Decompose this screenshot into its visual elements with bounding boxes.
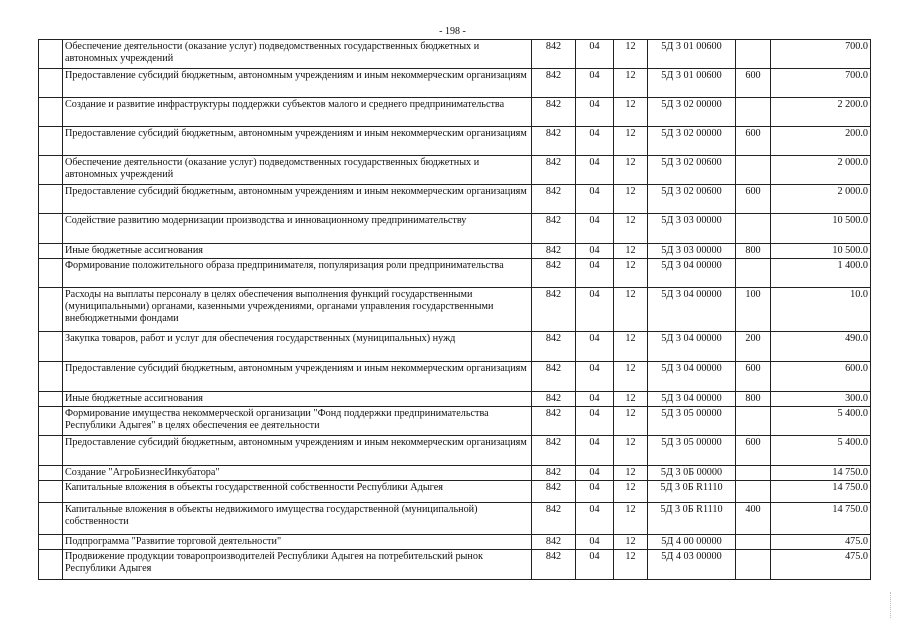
row-target-article: 5Д 3 04 00000: [648, 392, 736, 407]
row-section-code: 04: [576, 535, 614, 550]
row-subsection-code: 12: [614, 127, 648, 156]
row-amount: 5 400.0: [771, 436, 871, 466]
row-number-cell: [39, 436, 63, 466]
row-name: Формирование положительного образа предпринимателя, популяризация роли предпринимательства: [63, 259, 532, 288]
row-expense-type: [736, 259, 771, 288]
row-ved-code: 842: [532, 40, 576, 69]
row-section-code: 04: [576, 436, 614, 466]
row-subsection-code: 12: [614, 156, 648, 185]
table-row: [39, 535, 871, 550]
row-amount: 10 500.0: [771, 244, 871, 259]
row-ved-code: 842: [532, 550, 576, 580]
row-name: Предоставление субсидий бюджетным, автономным учреждениям и иным некоммерческим организациям: [63, 185, 532, 214]
row-ved-code: 842: [532, 481, 576, 503]
row-expense-type: 600: [736, 185, 771, 214]
table-row: [39, 69, 871, 98]
row-target-article: 5Д 3 04 00000: [648, 259, 736, 288]
budget-table-body: [39, 40, 871, 580]
row-target-article: 5Д 3 02 00000: [648, 127, 736, 156]
row-expense-type: 600: [736, 69, 771, 98]
row-subsection-code: 12: [614, 332, 648, 362]
row-amount: 475.0: [771, 550, 871, 580]
row-name: Формирование имущества некоммерческой организации "Фонд поддержки предпринимательства Республики Адыгея" в целях обеспечения ее деятельности: [63, 407, 532, 436]
row-target-article: 5Д 3 0Б R1110: [648, 481, 736, 503]
table-row: [39, 244, 871, 259]
row-subsection-code: 12: [614, 214, 648, 244]
table-row: [39, 98, 871, 127]
table-row: [39, 392, 871, 407]
table-row: [39, 407, 871, 436]
scan-edge-marks: [890, 592, 893, 618]
row-section-code: 04: [576, 392, 614, 407]
row-target-article: 5Д 3 04 00000: [648, 332, 736, 362]
row-name: Предоставление субсидий бюджетным, автономным учреждениям и иным некоммерческим организациям: [63, 436, 532, 466]
table-row: [39, 362, 871, 392]
row-target-article: 5Д 4 00 00000: [648, 535, 736, 550]
row-section-code: 04: [576, 362, 614, 392]
row-expense-type: [736, 535, 771, 550]
row-section-code: 04: [576, 69, 614, 98]
table-row: [39, 288, 871, 332]
row-number-cell: [39, 244, 63, 259]
row-number-cell: [39, 185, 63, 214]
row-target-article: 5Д 3 02 00000: [648, 98, 736, 127]
row-number-cell: [39, 156, 63, 185]
row-number-cell: [39, 332, 63, 362]
row-ved-code: 842: [532, 362, 576, 392]
row-expense-type: 100: [736, 288, 771, 332]
row-subsection-code: 12: [614, 69, 648, 98]
row-expense-type: [736, 156, 771, 185]
row-expense-type: 800: [736, 392, 771, 407]
row-name: Капитальные вложения в объекты недвижимого имущества государственной (муниципальной) собственности: [63, 503, 532, 535]
row-subsection-code: 12: [614, 436, 648, 466]
row-subsection-code: 12: [614, 288, 648, 332]
row-number-cell: [39, 407, 63, 436]
row-subsection-code: 12: [614, 407, 648, 436]
row-target-article: 5Д 3 02 00600: [648, 185, 736, 214]
row-ved-code: 842: [532, 503, 576, 535]
row-name: Расходы на выплаты персоналу в целях обеспечения выполнения функций государственными (муниципальными) органами, казенными учреждениями, органами управления государственными внебюджетными фондами: [63, 288, 532, 332]
row-expense-type: [736, 550, 771, 580]
row-section-code: 04: [576, 466, 614, 481]
row-section-code: 04: [576, 40, 614, 69]
row-name: Предоставление субсидий бюджетным, автономным учреждениям и иным некоммерческим организациям: [63, 362, 532, 392]
row-target-article: 5Д 3 01 00600: [648, 40, 736, 69]
row-amount: 2 200.0: [771, 98, 871, 127]
row-number-cell: [39, 503, 63, 535]
row-name: Закупка товаров, работ и услуг для обеспечения государственных (муниципальных) нужд: [63, 332, 532, 362]
row-subsection-code: 12: [614, 362, 648, 392]
row-section-code: 04: [576, 127, 614, 156]
row-ved-code: 842: [532, 214, 576, 244]
row-number-cell: [39, 466, 63, 481]
row-target-article: 5Д 3 0Б 00000: [648, 466, 736, 481]
row-amount: 14 750.0: [771, 503, 871, 535]
row-expense-type: 800: [736, 244, 771, 259]
row-expense-type: 200: [736, 332, 771, 362]
page-number: - 198 -: [439, 26, 466, 37]
row-section-code: 04: [576, 156, 614, 185]
row-ved-code: 842: [532, 392, 576, 407]
row-name: Предоставление субсидий бюджетным, автономным учреждениям и иным некоммерческим организациям: [63, 127, 532, 156]
table-row: [39, 259, 871, 288]
row-amount: 700.0: [771, 40, 871, 69]
row-expense-type: [736, 214, 771, 244]
row-number-cell: [39, 214, 63, 244]
row-target-article: 5Д 3 02 00600: [648, 156, 736, 185]
row-ved-code: 842: [532, 436, 576, 466]
row-name: Продвижение продукции товаропроизводителей Республики Адыгея на потребительский рынок Республики Адыгея: [63, 550, 532, 580]
row-expense-type: [736, 407, 771, 436]
row-name: Обеспечение деятельности (оказание услуг) подведомственных государственных бюджетных и автономных учреждений: [63, 40, 532, 69]
row-number-cell: [39, 392, 63, 407]
row-section-code: 04: [576, 244, 614, 259]
row-expense-type: 600: [736, 362, 771, 392]
row-amount: 1 400.0: [771, 259, 871, 288]
row-section-code: 04: [576, 407, 614, 436]
table-row: [39, 436, 871, 466]
row-number-cell: [39, 69, 63, 98]
row-section-code: 04: [576, 503, 614, 535]
row-amount: 300.0: [771, 392, 871, 407]
row-section-code: 04: [576, 550, 614, 580]
row-subsection-code: 12: [614, 392, 648, 407]
row-ved-code: 842: [532, 332, 576, 362]
row-section-code: 04: [576, 98, 614, 127]
row-expense-type: [736, 98, 771, 127]
row-name: Создание "АгроБизнесИнкубатора": [63, 466, 532, 481]
row-expense-type: 600: [736, 127, 771, 156]
row-section-code: 04: [576, 332, 614, 362]
row-name: Содействие развитию модернизации производства и инновационному предпринимательству: [63, 214, 532, 244]
row-expense-type: [736, 466, 771, 481]
row-target-article: 5Д 3 03 00000: [648, 214, 736, 244]
row-target-article: 5Д 3 03 00000: [648, 244, 736, 259]
row-amount: 475.0: [771, 535, 871, 550]
row-subsection-code: 12: [614, 40, 648, 69]
table-row: [39, 40, 871, 69]
row-subsection-code: 12: [614, 244, 648, 259]
row-expense-type: [736, 40, 771, 69]
row-target-article: 5Д 3 04 00000: [648, 362, 736, 392]
row-amount: 14 750.0: [771, 481, 871, 503]
row-target-article: 5Д 3 05 00000: [648, 407, 736, 436]
row-number-cell: [39, 362, 63, 392]
row-number-cell: [39, 288, 63, 332]
row-number-cell: [39, 481, 63, 503]
row-target-article: 5Д 3 05 00000: [648, 436, 736, 466]
row-subsection-code: 12: [614, 98, 648, 127]
row-number-cell: [39, 535, 63, 550]
row-ved-code: 842: [532, 69, 576, 98]
row-name: Иные бюджетные ассигнования: [63, 392, 532, 407]
row-name: Подпрограмма "Развитие торговой деятельности": [63, 535, 532, 550]
row-number-cell: [39, 40, 63, 69]
row-subsection-code: 12: [614, 466, 648, 481]
row-ved-code: 842: [532, 535, 576, 550]
row-amount: 600.0: [771, 362, 871, 392]
table-row: [39, 550, 871, 580]
row-expense-type: 600: [736, 436, 771, 466]
row-number-cell: [39, 127, 63, 156]
row-name: Предоставление субсидий бюджетным, автономным учреждениям и иным некоммерческим организациям: [63, 69, 532, 98]
row-subsection-code: 12: [614, 550, 648, 580]
row-section-code: 04: [576, 214, 614, 244]
row-name: Обеспечение деятельности (оказание услуг) подведомственных государственных бюджетных и автономных учреждений: [63, 156, 532, 185]
row-name: Иные бюджетные ассигнования: [63, 244, 532, 259]
row-target-article: 5Д 3 0Б R1110: [648, 503, 736, 535]
table-row: [39, 332, 871, 362]
row-number-cell: [39, 98, 63, 127]
row-ved-code: 842: [532, 466, 576, 481]
table-row: [39, 156, 871, 185]
row-ved-code: 842: [532, 185, 576, 214]
row-number-cell: [39, 259, 63, 288]
row-target-article: 5Д 3 04 00000: [648, 288, 736, 332]
table-row: [39, 127, 871, 156]
row-subsection-code: 12: [614, 259, 648, 288]
row-ved-code: 842: [532, 259, 576, 288]
row-amount: 10.0: [771, 288, 871, 332]
row-subsection-code: 12: [614, 503, 648, 535]
row-amount: 200.0: [771, 127, 871, 156]
table-row: [39, 214, 871, 244]
row-target-article: 5Д 4 03 00000: [648, 550, 736, 580]
row-amount: 5 400.0: [771, 407, 871, 436]
row-amount: 10 500.0: [771, 214, 871, 244]
row-subsection-code: 12: [614, 185, 648, 214]
row-section-code: 04: [576, 259, 614, 288]
budget-table: [38, 39, 871, 580]
row-section-code: 04: [576, 288, 614, 332]
row-section-code: 04: [576, 185, 614, 214]
row-name: Создание и развитие инфраструктуры поддержки субъектов малого и среднего предпринимательства: [63, 98, 532, 127]
row-subsection-code: 12: [614, 535, 648, 550]
table-row: [39, 466, 871, 481]
row-expense-type: 400: [736, 503, 771, 535]
row-ved-code: 842: [532, 127, 576, 156]
row-ved-code: 842: [532, 156, 576, 185]
row-ved-code: 842: [532, 244, 576, 259]
table-row: [39, 185, 871, 214]
row-ved-code: 842: [532, 288, 576, 332]
row-amount: 2 000.0: [771, 156, 871, 185]
row-amount: 490.0: [771, 332, 871, 362]
row-amount: 700.0: [771, 69, 871, 98]
table-row: [39, 481, 871, 503]
row-amount: 14 750.0: [771, 466, 871, 481]
row-name: Капитальные вложения в объекты государственной собственности Республики Адыгея: [63, 481, 532, 503]
table-row: [39, 503, 871, 535]
row-section-code: 04: [576, 481, 614, 503]
row-expense-type: [736, 481, 771, 503]
row-ved-code: 842: [532, 98, 576, 127]
row-number-cell: [39, 550, 63, 580]
row-target-article: 5Д 3 01 00600: [648, 69, 736, 98]
row-subsection-code: 12: [614, 481, 648, 503]
row-amount: 2 000.0: [771, 185, 871, 214]
row-ved-code: 842: [532, 407, 576, 436]
